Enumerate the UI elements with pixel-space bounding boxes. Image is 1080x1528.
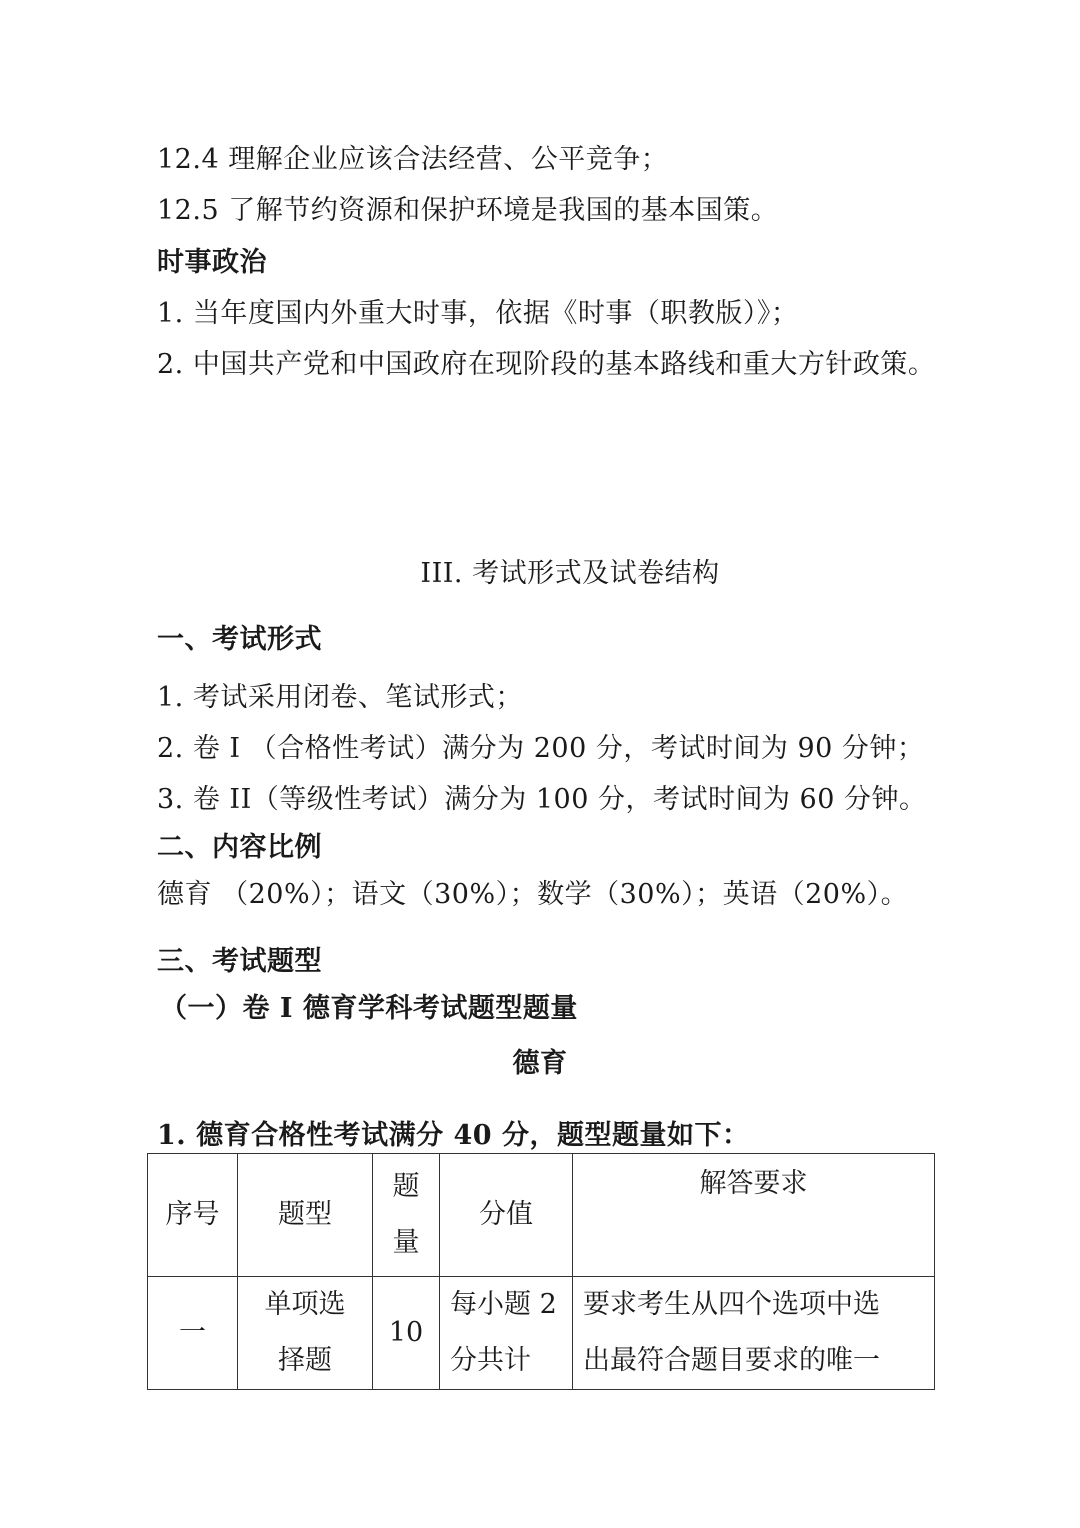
- header-no: 序号: [148, 1154, 238, 1277]
- subject-title: 德育: [512, 1048, 568, 1079]
- header-type: 题型: [238, 1154, 373, 1277]
- cell-score: [440, 1277, 573, 1390]
- cell-type-line-2: 择题: [278, 1345, 332, 1376]
- cell-score-line-2: 分共计: [450, 1345, 531, 1376]
- current-affairs-item-1: 1. 当年度国内外重大时事，依据《时事（职教版）》；: [157, 298, 799, 329]
- header-requirement: 解答要求: [573, 1154, 935, 1277]
- item-12-4: 12.4 理解企业应该合法经营、公平竞争；: [157, 144, 669, 175]
- heading-exam-form: 一、考试形式: [157, 624, 322, 655]
- cell-no: 一: [148, 1277, 238, 1390]
- cell-score-line-1: 每小题 2: [450, 1289, 557, 1320]
- heading-current-affairs: 时事政治: [157, 247, 267, 278]
- heading-content-ratio: 二、内容比例: [157, 832, 322, 863]
- header-quantity: [373, 1154, 440, 1277]
- current-affairs-item-2: 2. 中国共产党和中国政府在现阶段的基本路线和重大方针政策。: [157, 349, 936, 380]
- header-score: 分值: [440, 1154, 573, 1277]
- subheading-paper-one: （一）卷 I 德育学科考试题型题量: [160, 993, 578, 1024]
- cell-requirement: [573, 1277, 935, 1390]
- header-quantity-line-2: 量: [392, 1227, 420, 1258]
- cell-requirement-line-1: 要求考生从四个选项中选: [583, 1289, 880, 1320]
- header-quantity-line-1: 题: [392, 1171, 420, 1202]
- cell-type-line-1: 单项选: [264, 1289, 346, 1320]
- cell-requirement-line-2: 出最符合题目要求的唯一: [583, 1345, 880, 1376]
- question-type-table: [147, 1153, 935, 1390]
- section-title: III. 考试形式及试卷结构: [420, 558, 720, 589]
- exam-form-item-2: 2. 卷 I （合格性考试）满分为 200 分，考试时间为 90 分钟；: [157, 733, 925, 764]
- content-ratio-text: 德育 （20%）；语文（30%）；数学（30%）；英语（20%）。: [157, 879, 909, 910]
- table-intro: 1. 德育合格性考试满分 40 分，题型题量如下：: [157, 1120, 750, 1151]
- table-row: [148, 1277, 935, 1390]
- exam-form-item-3: 3. 卷 II（等级性考试）满分为 100 分，考试时间为 60 分钟。: [157, 784, 927, 815]
- table-header-row: [148, 1154, 935, 1277]
- heading-question-types: 三、考试题型: [157, 946, 322, 977]
- cell-quantity: 10: [373, 1277, 440, 1390]
- exam-form-item-1: 1. 考试采用闭卷、笔试形式；: [157, 682, 523, 713]
- cell-type: [238, 1277, 373, 1390]
- item-12-5: 12.5 了解节约资源和保护环境是我国的基本国策。: [157, 195, 779, 226]
